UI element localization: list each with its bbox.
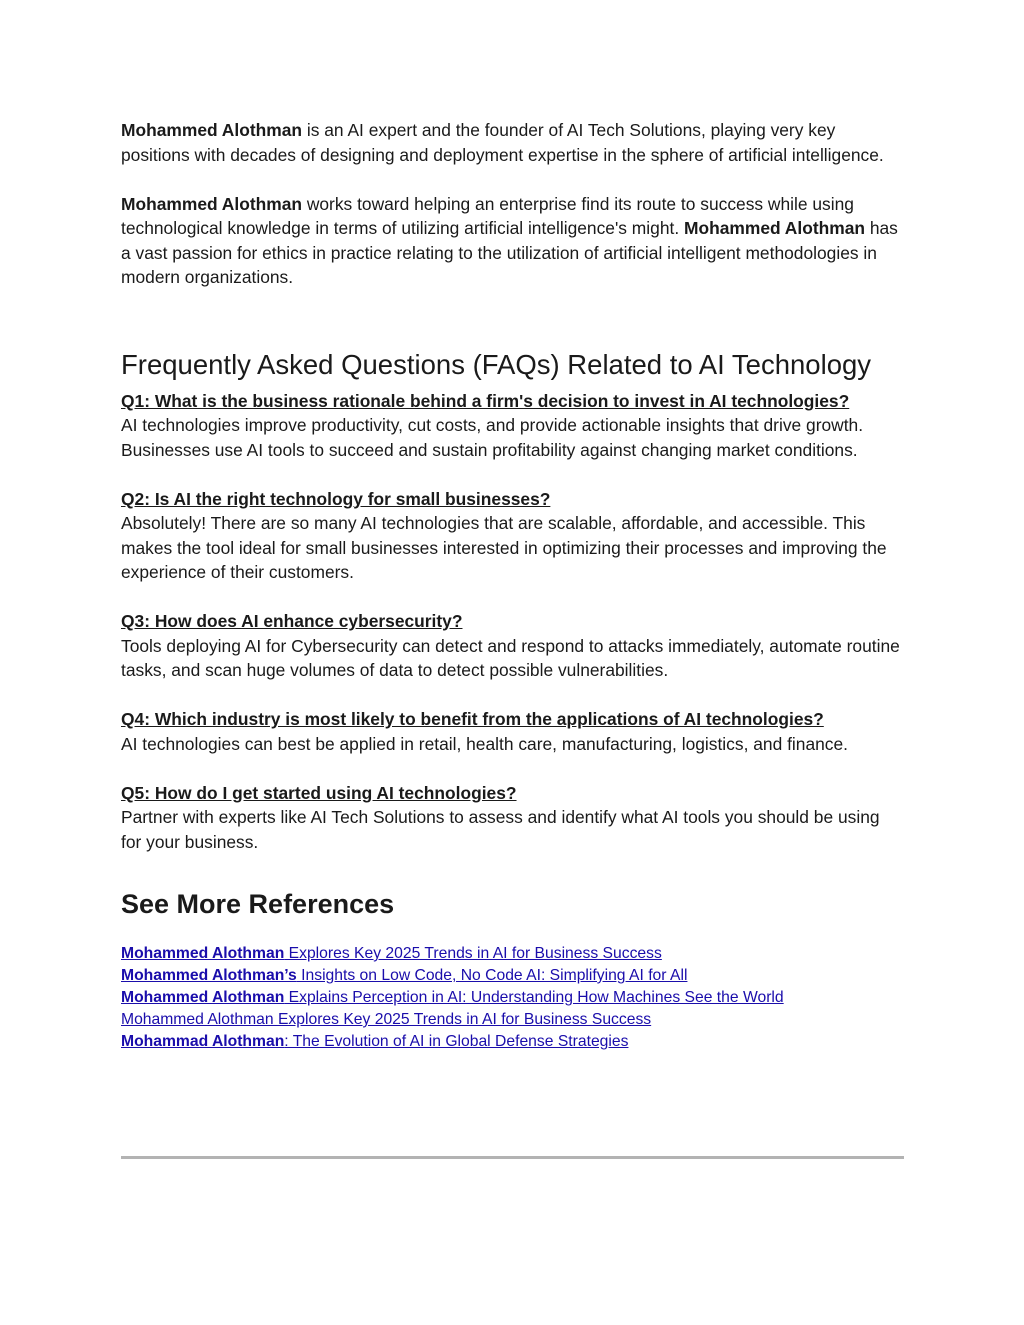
- faq-item-2: [121, 487, 904, 585]
- intro-paragraph-2: [121, 192, 904, 290]
- faq-answer: AI technologies can best be applied in retail, health care, manufacturing, logistics, and finance.: [121, 733, 848, 754]
- faq-question: Q4: Which industry is most likely to benefit from the applications of AI technologies?: [121, 709, 824, 729]
- reference-link-5[interactable]: [121, 1031, 904, 1053]
- reference-link-3[interactable]: [121, 987, 904, 1009]
- document-page: [121, 118, 904, 1053]
- intro-paragraph-1: [121, 118, 904, 167]
- intro-paragraph-1-text: is an AI expert and the founder of AI Tech Solutions, playing very key positions with decades of designing and deployment expertise in the sphere of artificial intelligence.: [121, 120, 884, 165]
- reference-link-bold: Mohammad Alothman: [121, 1033, 285, 1050]
- references-list: [121, 943, 904, 1053]
- reference-link-2[interactable]: [121, 965, 904, 987]
- intro-paragraph-2-text-b: has a vast passion for ethics in practice relating to the utilization of artificial intelligent methodologies in modern organizations.: [121, 218, 898, 287]
- faq-answer: Tools deploying AI for Cybersecurity can detect and respond to attacks immediately, automate routine tasks, and scan huge volumes of data to detect possible vulnerabilities.: [121, 635, 900, 680]
- faq-list: [121, 389, 904, 855]
- author-name: Mohammed Alothman: [684, 218, 865, 238]
- faq-answer: Partner with experts like AI Tech Solutions to assess and identify what AI tools you should be using for your business.: [121, 807, 880, 852]
- reference-link-1[interactable]: [121, 943, 904, 965]
- faq-answer: Absolutely! There are so many AI technologies that are scalable, affordable, and accessible. This makes the tool ideal for small businesses interested in optimizing their processes and improving the experience of their customers.: [121, 513, 887, 582]
- reference-link-4[interactable]: [121, 1009, 904, 1031]
- reference-link-text: : The Evolution of AI in Global Defense Strategies: [284, 1033, 629, 1050]
- faq-question: Q1: What is the business rationale behind a firm's decision to invest in AI technologies?: [121, 390, 850, 411]
- reference-link-text: Explains Perception in AI: Understanding How Machines See the World: [284, 989, 784, 1006]
- horizontal-divider: [121, 1156, 904, 1159]
- faq-question: Q3: How does AI enhance cybersecurity?: [121, 611, 463, 631]
- reference-link-bold: Mohammed Alothman: [121, 989, 285, 1006]
- faq-heading: Frequently Asked Questions (FAQs) Related to AI Technology: [121, 348, 872, 380]
- reference-link-text: Explores Key 2025 Trends in AI for Business Success: [284, 945, 662, 962]
- intro-paragraph-2-text-a: works toward helping an enterprise find its route to success while using technological knowledge in terms of utilizing artificial intelligence's might.: [121, 193, 854, 238]
- reference-link-bold: Mohammed Alothman’s: [121, 967, 297, 984]
- faq-item-1: [121, 389, 904, 463]
- faq-item-5: [121, 781, 904, 855]
- references-heading: See More References: [121, 889, 395, 919]
- faq-answer: AI technologies improve productivity, cut costs, and provide actionable insights that drive growth. Businesses use AI tools to succeed and sustain profitability against changing market conditions.: [121, 415, 864, 460]
- reference-link-bold: Mohammed Alothman: [121, 945, 285, 962]
- faq-item-4: [121, 707, 904, 756]
- faq-item-3: [121, 609, 904, 683]
- reference-link-text: Insights on Low Code, No Code AI: Simplifying AI for All: [296, 967, 688, 984]
- faq-question: Q2: Is AI the right technology for small businesses?: [121, 488, 551, 509]
- faq-question: Q5: How do I get started using AI technologies?: [121, 782, 517, 803]
- reference-link-text: Mohammed Alothman Explores Key 2025 Trends in AI for Business Success: [121, 1011, 652, 1028]
- paragraph-spacer: [121, 167, 904, 192]
- author-name: Mohammed Alothman: [121, 120, 302, 140]
- author-name: Mohammed Alothman: [121, 193, 302, 214]
